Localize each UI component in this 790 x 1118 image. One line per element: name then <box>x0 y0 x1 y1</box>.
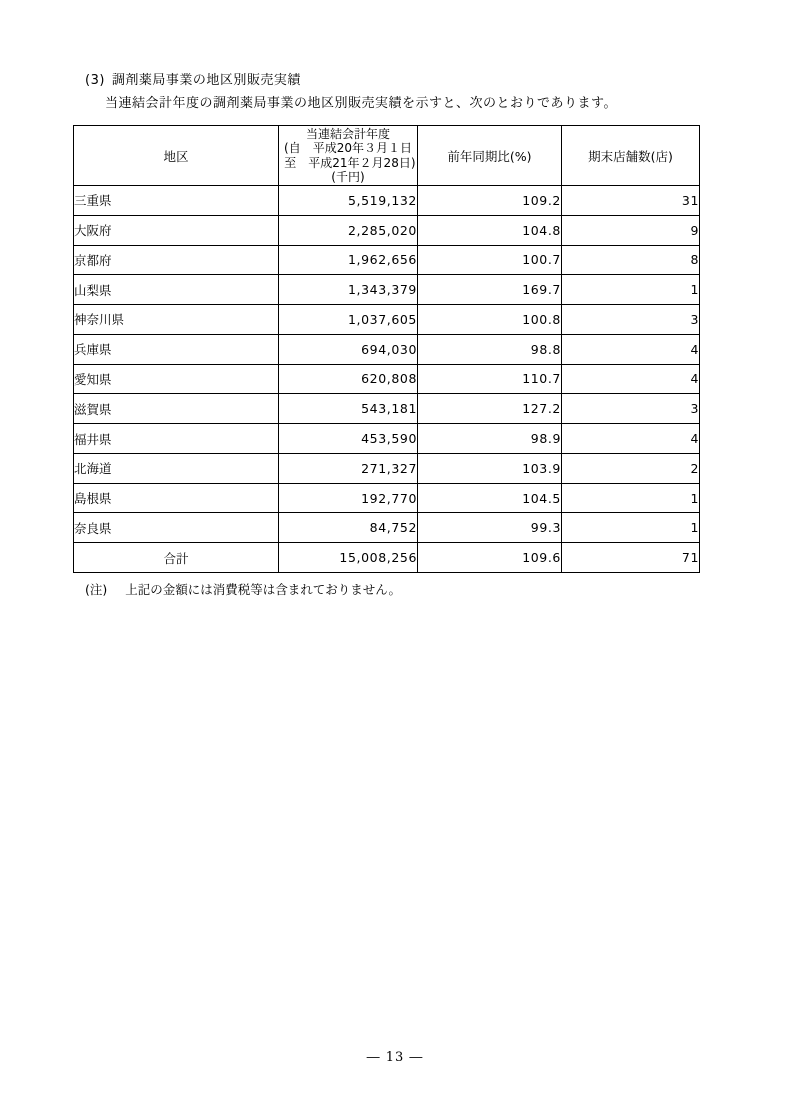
yoy-cell: 100.8 <box>418 305 562 335</box>
amount-cell: 271,327 <box>279 453 418 483</box>
stores-cell: 3 <box>562 394 700 424</box>
header-amount-line3: 至 平成21年２月28日) <box>280 155 416 170</box>
table-row <box>74 245 700 275</box>
table-row <box>74 215 700 245</box>
header-cell-amount-lines <box>280 127 415 185</box>
stores-cell: 9 <box>562 215 700 245</box>
amount-cell: 1,037,605 <box>279 305 418 335</box>
regional-sales-table <box>73 125 700 573</box>
header-cell-stores: 期末店舗数(店) <box>562 126 700 186</box>
stores-cell: 31 <box>562 186 700 216</box>
region-cell: 神奈川県 <box>74 305 279 335</box>
stores-cell: 4 <box>562 424 700 454</box>
amount-cell: 192,770 <box>279 483 418 513</box>
table-row <box>74 334 700 364</box>
total-stores-cell: 71 <box>562 543 700 573</box>
table-row <box>74 483 700 513</box>
amount-cell: 1,343,379 <box>279 275 418 305</box>
stores-cell: 1 <box>562 483 700 513</box>
stores-cell: 4 <box>562 364 700 394</box>
stores-cell: 4 <box>562 334 700 364</box>
header-cell-region: 地区 <box>74 126 279 186</box>
table-row <box>74 305 700 335</box>
section-heading <box>85 69 301 88</box>
amount-cell: 694,030 <box>279 334 418 364</box>
table-row <box>74 186 700 216</box>
yoy-cell: 103.9 <box>418 453 562 483</box>
stores-cell: 8 <box>562 245 700 275</box>
footnote <box>85 580 401 598</box>
footnote-text: 上記の金額には消費税等は含まれておりません。 <box>125 582 402 597</box>
table-row <box>74 275 700 305</box>
amount-cell: 453,590 <box>279 424 418 454</box>
yoy-cell: 110.7 <box>418 364 562 394</box>
header-amount-line4: (千円) <box>331 170 365 184</box>
total-label-cell: 合計 <box>74 543 279 573</box>
section-title: 調剤薬局事業の地区別販売実績 <box>111 73 301 88</box>
header-cell-amount <box>279 126 418 186</box>
header-amount-line2: (自 平成20年３月１日 <box>284 141 412 155</box>
region-cell: 京都府 <box>74 245 279 275</box>
table-row <box>74 394 700 424</box>
intro-text: 当連結会計年度の調剤薬局事業の地区別販売実績を示すと、次のとおりであります。 <box>105 96 617 111</box>
amount-cell: 5,519,132 <box>279 186 418 216</box>
header-cell-yoy: 前年同期比(%) <box>418 126 562 186</box>
yoy-cell: 100.7 <box>418 245 562 275</box>
table-row <box>74 424 700 454</box>
stores-cell: 3 <box>562 305 700 335</box>
yoy-cell: 109.2 <box>418 186 562 216</box>
section-number: (3) <box>85 73 105 88</box>
amount-cell: 2,285,020 <box>279 215 418 245</box>
page-number: ― 13 ― <box>366 1050 424 1065</box>
stores-cell: 2 <box>562 453 700 483</box>
region-cell: 愛知県 <box>74 364 279 394</box>
region-cell: 三重県 <box>74 186 279 216</box>
amount-cell: 620,808 <box>279 364 418 394</box>
footnote-label: (注) <box>85 582 108 597</box>
amount-cell: 1,962,656 <box>279 245 418 275</box>
region-cell: 兵庫県 <box>74 334 279 364</box>
yoy-cell: 127.2 <box>418 394 562 424</box>
yoy-cell: 98.9 <box>418 424 562 454</box>
yoy-cell: 98.8 <box>418 334 562 364</box>
stores-cell: 1 <box>562 275 700 305</box>
total-yoy-cell: 109.6 <box>418 543 562 573</box>
region-cell: 北海道 <box>74 453 279 483</box>
amount-cell: 543,181 <box>279 394 418 424</box>
amount-cell: 84,752 <box>279 513 418 543</box>
total-amount-cell: 15,008,256 <box>279 543 418 573</box>
header-amount-line1: 当連結会計年度 <box>305 126 390 141</box>
yoy-cell: 104.5 <box>418 483 562 513</box>
region-cell: 滋賀県 <box>74 394 279 424</box>
table-row <box>74 453 700 483</box>
stores-cell: 1 <box>562 513 700 543</box>
table-total-row <box>74 543 700 573</box>
region-cell: 大阪府 <box>74 215 279 245</box>
region-cell: 山梨県 <box>74 275 279 305</box>
yoy-cell: 104.8 <box>418 215 562 245</box>
table-header-row <box>74 126 700 186</box>
table-row <box>74 364 700 394</box>
table-row <box>74 513 700 543</box>
region-cell: 福井県 <box>74 424 279 454</box>
region-cell: 奈良県 <box>74 513 279 543</box>
yoy-cell: 169.7 <box>418 275 562 305</box>
region-cell: 島根県 <box>74 483 279 513</box>
yoy-cell: 99.3 <box>418 513 562 543</box>
